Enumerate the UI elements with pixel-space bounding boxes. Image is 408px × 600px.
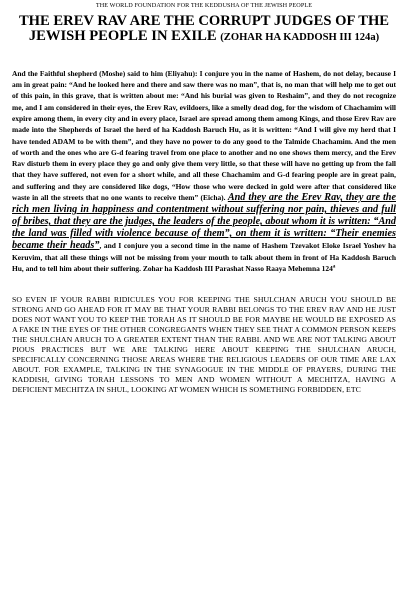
title-main: THE EREV RAV ARE THE CORRUPT JUDGES OF THE JEWISH PEOPLE IN EXILE bbox=[18, 13, 390, 45]
quote-emphasis: And they are the Erev Rav, they are the rich men living in happiness and contentment without suffering nor pain, thieves and full of bribes, that they are the judges, the leaders of the people, about whom it is written: “And the land was filled with violence because of them”, on them it is written: “Their enemies became their heads” bbox=[12, 192, 396, 252]
quote-superscript: a bbox=[332, 264, 336, 270]
quote-part-1: And the Faithful shepherd (Moshe) said to him (Eliyahu): I conjure you in the name of Hashem, do not delay, because I am in great pain: “And he looked here and there and saw there was no man”, that is, no man that will help me to get out of this pain, in this grave, that is written about me: “And his burial was given to Reshaim”, and they do not recognize me, and I am considered in their eyes, the Erev Rav, evildoers, like a smelly dead dog, for the wisdom of Chachamim will expire among them, in every city and in every place, Israel are spread among them among Kings, and those Erev Rav are made into the Shepherds of Israel the herd of ha Kaddosh Baruch Hu, as it is written: “And I will give my herd that I have tended ADAM to be with them”, and they have no power to do any good to the Talmide Chachamim. And the men of worth and the ones who are G-d fearing travel from one place to another and no one shows them mercy, and the Erev Rav disturb them in every place they go and only give them very little, so that these will have no getting up from the fall that they have suffered, not even for a short while, and all these Chachamim and G-d fearing people are in great pain, and suffering and they are considered like dogs, “How those who were decked in gold were after that considered like waste in all the streets that no one wants to receive them” (Eicha). bbox=[12, 68, 396, 203]
zohar-quote bbox=[12, 68, 396, 275]
commentary-paragraph: SO EVEN IF YOUR RABBI RIDICULES YOU FOR KEEPING THE SHULCHAN ARUCH YOU SHOULD BE STRONG AND GO AHEAD FOR IT MAY BE THAT YOUR RABBI BELONGS TO THE EREV RAV AND HE JUST DOES NOT WANT YOU TO KEEP THE TORAH AS IT SHOULD BE FOR MAYBE HE WOULD BE EXPOSED AS A FAKE IN THE EYES OF THE OTHER CONGREGANTS WHEN THEY SEE THAT A COMMON PERSON KEEPS THE SHULCHAN ARUCH TO A GREATER EXTENT THAN THE RABBI. AND WE ARE NOT TALKING ABOUT PIOUS PRACTICES BUT WE ARE TALKING HERE ABOUT KEEPING THE SHULCHAN ARUCH, SPECIFICALLY CONCERNING THOSE AREAS WHERE THE RELIGIOUS LEADERS OF OUR TIME ARE LAX ABOUT. FOR EXAMPLE, TALKING IN THE SYNAGOGUE IN THE MIDDLE OF PRAYERS, DURING THE KADDISH, GIVING TORAH LESSONS TO MEN AND WOMEN WITHOUT A MECHITZA, HAVING A DEFICIENT MECHITZA IN SHUL, LOOKING AT WOMEN WHICH IS SOMETHING FORBIDDEN, ETC bbox=[12, 294, 396, 394]
title-reference: (ZOHAR HA KADDOSH III 124a) bbox=[220, 32, 380, 44]
organization-header: THE WORLD FOUNDATION FOR THE KEDDUSHA OF THE JEWISH PEOPLE bbox=[95, 2, 313, 9]
quote-part-2: , and I conjure you a second time in the name of Hashem Tzevakot Eloke Israel Yoshev ha Keruvim, that all these things will not be missing from your mouth to talk about them in front of Ha Kaddosh Baruch Hu, and to tell him about their suffering. Zohar ha Kaddosh III Parashat Nasso Raaya Mehemna 124 bbox=[12, 241, 396, 274]
page-title bbox=[12, 14, 396, 46]
